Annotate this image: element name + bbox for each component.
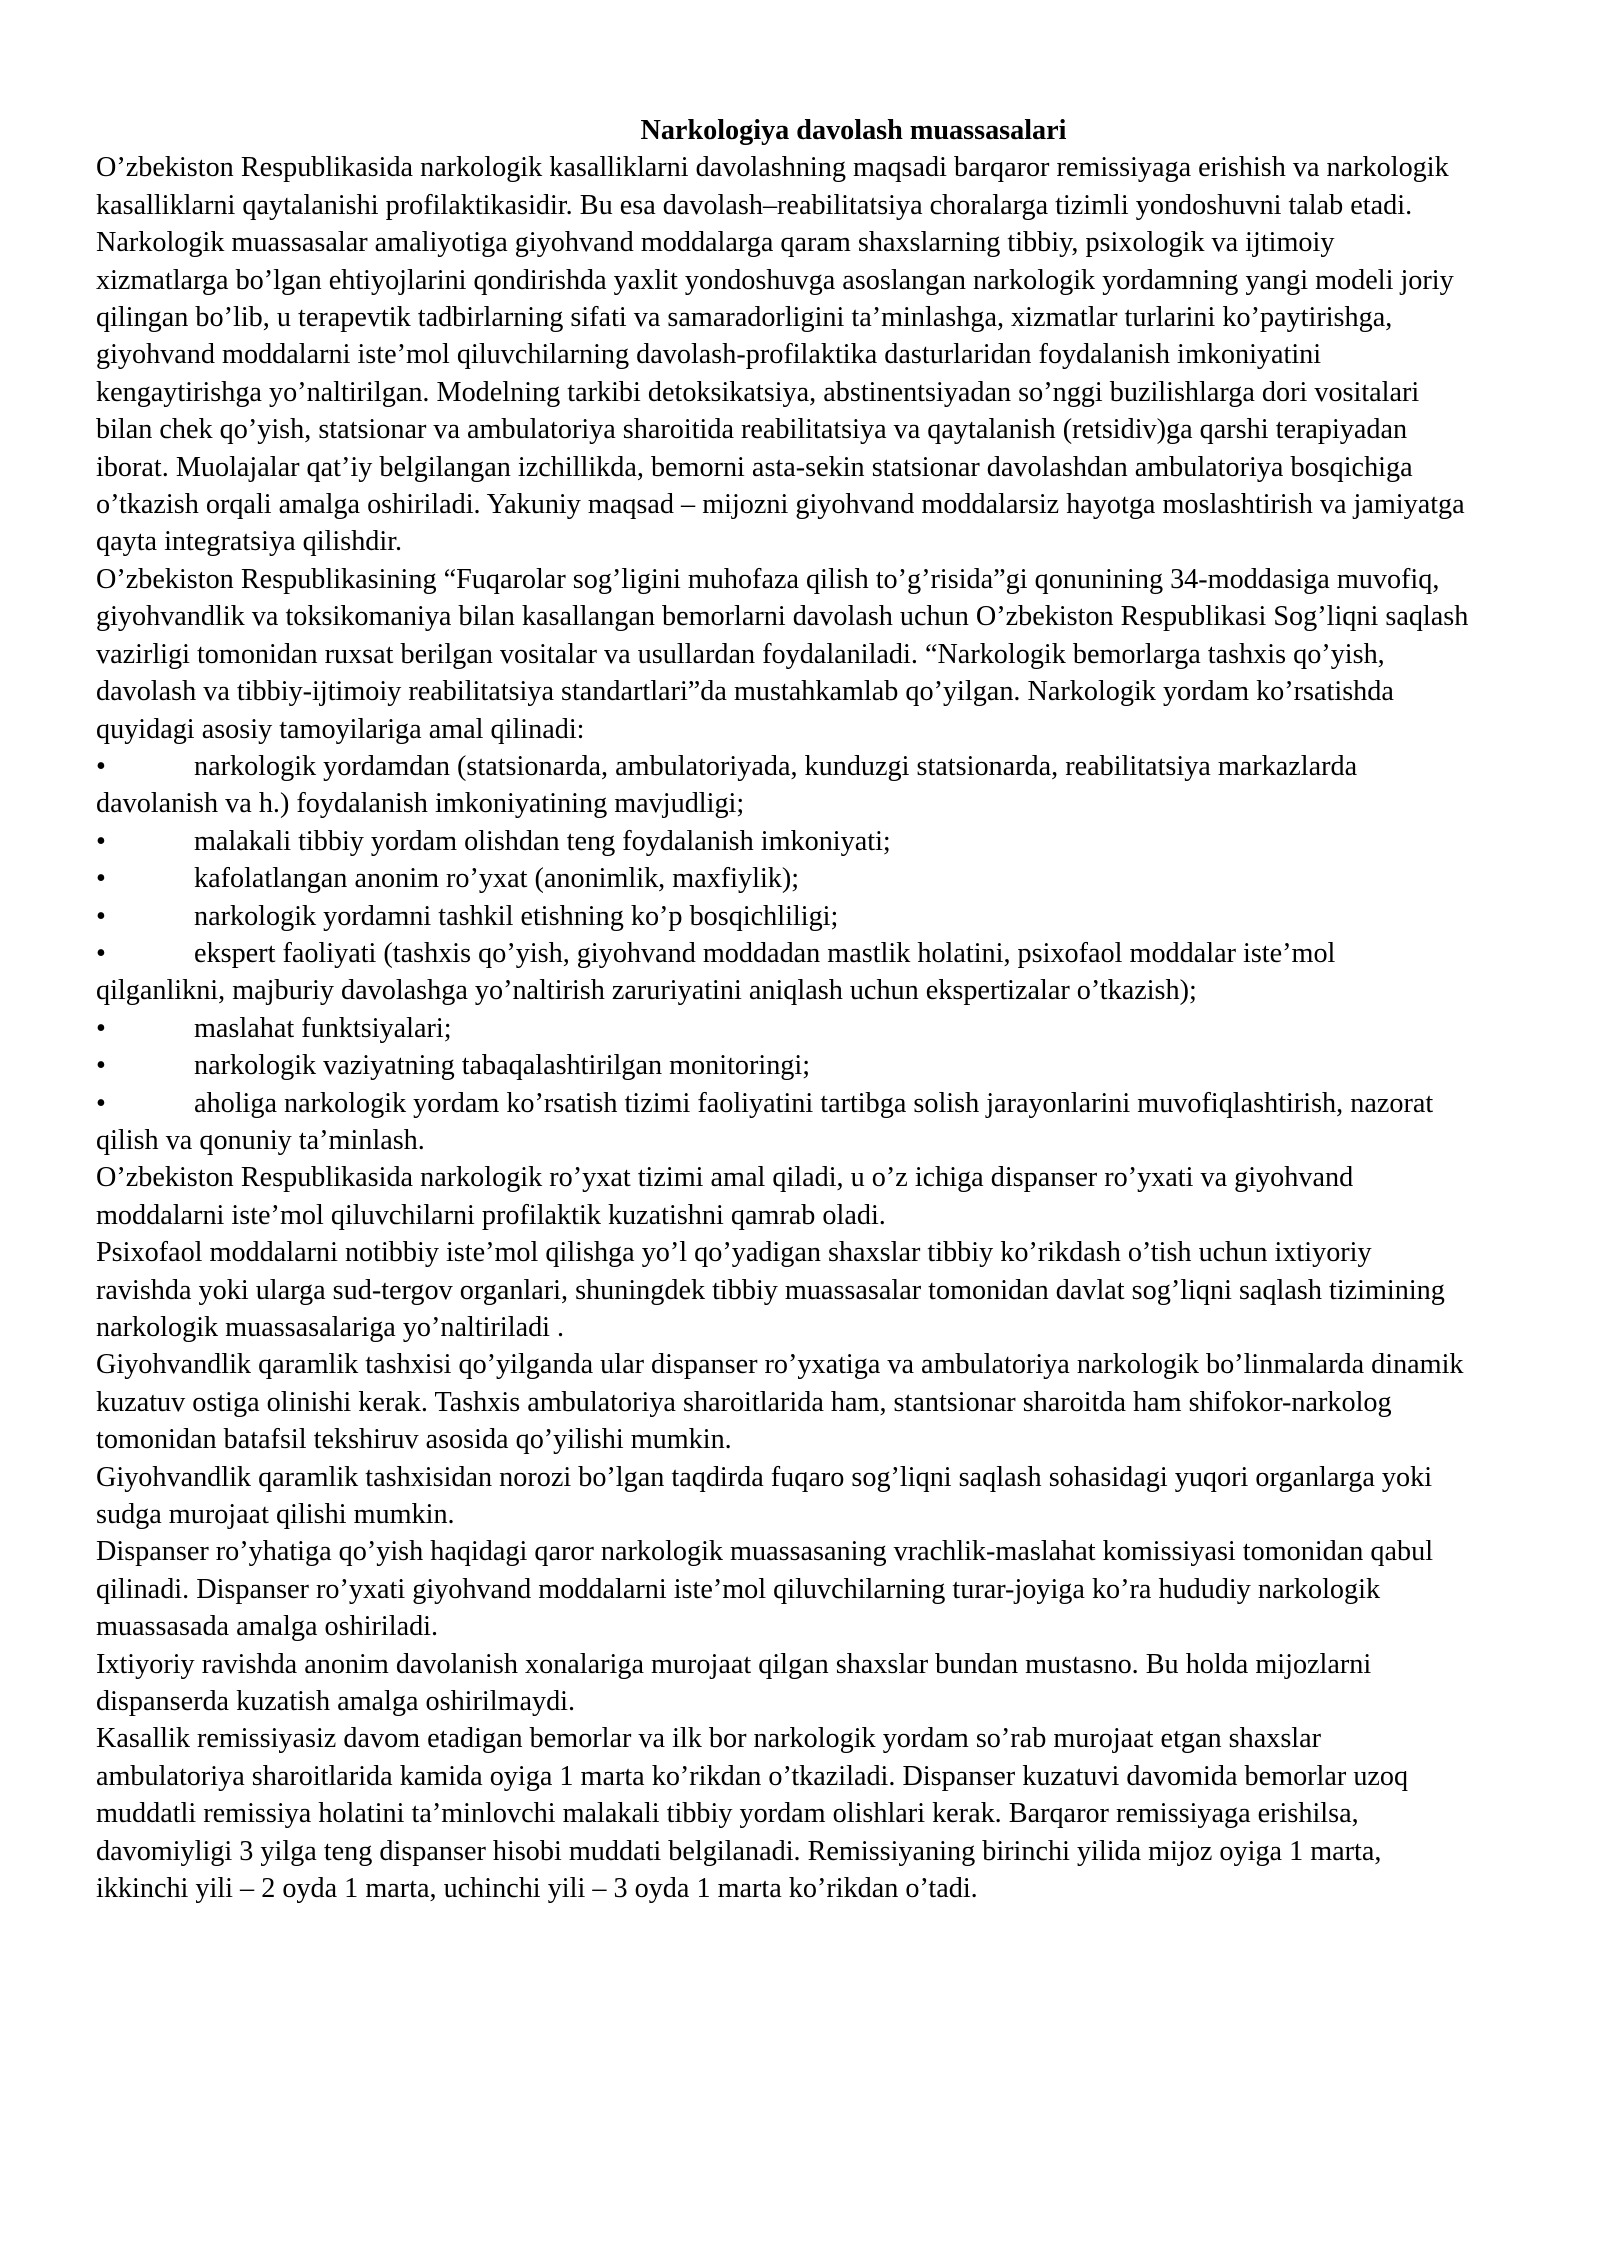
- list-item: [96, 748, 1471, 823]
- bullet-icon: •: [96, 937, 106, 969]
- paragraph-remission: Kasallik remissiyasiz davom etadigan bemorlar va ilk bor narkologik yordam so’rab murojaat etgan shaxslar ambulatoriya sharoitlarida kamida oyiga 1 marta ko’rikdan o’tkaziladi. Dispanser kuzatuvi davomida bemorlar uzoq muddatli remissiya holatini ta’minlovchi malakali tibbiy yordam olishlari kerak. Barqaror remissiyaga erishilsa, davomiyligi 3 yilga teng dispanser hisobi muddati belgilanadi. Remissiyaning birinchi yilida mijoz oyiga 1 marta, ikkinchi yili – 2 oyda 1 marta, uchinchi yili – 3 oyda 1 marta ko’rikdan o’tadi.: [96, 1723, 1409, 1905]
- bullet-icon: •: [96, 1087, 106, 1119]
- list-item: [96, 1010, 1471, 1047]
- list-item-text: aholiga narkologik yordam ko’rsatish tizimi faoliyatini tartibga solish jarayonlarini muvofiqlashtirish, nazorat qilish va qonuniy ta’minlash.: [96, 1087, 1434, 1156]
- paragraph-anonymous: Ixtiyoriy ravishda anonim davolanish xonalariga murojaat qilgan shaxslar bundan mustasno. Bu holda mijozlarni dispanserda kuzatish amalga oshirilmaydi.: [96, 1648, 1372, 1718]
- list-item-text: maslahat funktsiyalari;: [194, 1012, 452, 1044]
- list-item-text: kafolatlangan anonim ro’yxat (anonimlik, maxfiylik);: [194, 863, 800, 895]
- list-item: [96, 1085, 1471, 1160]
- bullet-icon: •: [96, 825, 106, 857]
- paragraph-model: Narkologik muassasalar amaliyotiga giyohvand moddalarga qaram shaxslarning tibbiy, psixologik va ijtimoiy xizmatlarga bo’lgan ehtiyojlarini qondirishda yaxlit yondoshuvga asoslangan narkologik yordamning yangi modeli joriy qilingan bo’lib, u terapevtik tadbirlarning sifati va samaradorligini ta’minlashga, xizmatlar turlarini ko’paytirishga, giyohvand moddalarni iste’mol qiluvchilarning davolash-profilaktika dasturlaridan foydalanish imkoniyatini kengaytirishga yo’naltirilgan. Modelning tarkibi detoksikatsiya, abstinentsiyadan so’nggi buzilishlarga dori vositalari bilan chek qo’yish, statsionar va ambulatoriya sharoitida reabilitatsiya va qaytalanish (retsidiv)ga qarshi terapiyadan iborat. Muolajalar qat’iy belgilangan izchillikda, bemorni asta-sekin statsionar davolashdan ambulatoriya bosqichiga o’tkazish orqali amalga oshiriladi. Yakuniy maqsad – mijozni giyohvand moddalarsiz hayotga moslashtirish va jamiyatga qayta integratsiya qilishdir.: [96, 227, 1465, 558]
- list-item-text: ekspert faoliyati (tashxis qo’yish, giyohvand moddadan mastlik holatini, psixofaol moddalar iste’mol qilganlikni, majburiy davolashga yo’naltirish zaruriyatini aniqlash uchun ekspertizalar o’tkazish);: [96, 937, 1336, 1007]
- bullet-icon: •: [96, 750, 106, 782]
- paragraph-appeal: Giyohvandlik qaramlik tashxisidan norozi bo’lgan taqdirda fuqaro sog’liqni saqlash sohasidagi yuqori organlarga yoki sudga murojaat qilishi mumkin.: [96, 1461, 1433, 1531]
- list-item-text: narkologik yordamni tashkil etishning ko’p bosqichliligi;: [194, 900, 839, 932]
- bullet-icon: •: [96, 863, 106, 895]
- document-title: Narkologiya davolash muassasalari: [640, 115, 1067, 146]
- list-item: [96, 935, 1471, 1010]
- list-item: [96, 1047, 1471, 1084]
- paragraph-diagnosis: Giyohvandlik qaramlik tashxisi qo’yilganda ular dispanser ro’yxatiga va ambulatoriya narkologik bo’linmalarda dinamik kuzatuv ostiga olinishi kerak. Tashxis ambulatoriya sharoitlarida ham, stantsionar sharoitda ham shifokor-narkolog tomonidan batafsil tekshiruv asosida qo’yilishi mumkin.: [96, 1349, 1464, 1456]
- bullet-icon: •: [96, 1012, 106, 1044]
- list-item-text: narkologik yordamdan (statsionarda, ambulatoriyada, kunduzgi statsionarda, reabilitatsiya markazlarda davolanish va h.) foydalanish imkoniyatining mavjudligi;: [96, 750, 1358, 820]
- paragraph-registry: O’zbekiston Respublikasida narkologik ro’yxat tizimi amal qiladi, u o’z ichiga dispanser ro’yxati va giyohvand moddalarni iste’mol qiluvchilarni profilaktik kuzatishni qamrab oladi.: [96, 1162, 1354, 1231]
- list-item: [96, 860, 1471, 897]
- bullet-icon: •: [96, 900, 106, 932]
- paragraph-law: O’zbekiston Respublikasining “Fuqarolar sog’ligini muhofaza qilish to’g’risida”gi qonunining 34-moddasiga muvofiq, giyohvandlik va toksikomaniya bilan kasallangan bemorlarni davolash uchun O’zbekiston Respublikasi Sog’liqni saqlash vazirligi tomonidan ruxsat berilgan vositalar va usullardan foydalaniladi. “Narkologik bemorlarga tashxis qo’yish, davolash va tibbiy-ijtimoiy reabilitatsiya standartlari”da mustahkamlab qo’yilgan. Narkologik yordam ko’rsatishda quyidagi asosiy tamoyilariga amal qilinadi:: [96, 563, 1469, 745]
- paragraph-referral: Psixofaol moddalarni notibbiy iste’mol qilishga yo’l qo’yadigan shaxslar tibbiy ko’rikdash o’tish uchun ixtiyoriy ravishda yoki ularga sud-tergov organlari, shuningdek tibbiy muassasalar tomonidan davlat sog’liqni saqlash tizimining narkologik muassasalariga yo’naltiriladi .: [96, 1237, 1445, 1343]
- paragraph-commission: Dispanser ro’yhatiga qo’yish haqidagi qaror narkologik muassasaning vrachlik-maslahat komissiyasi tomonidan qabul qilinadi. Dispanser ro’yxati giyohvand moddalarni iste’mol qiluvchilarning turar-joyiga ko’ra hududiy narkologik muassasada amalga oshiriladi.: [96, 1536, 1434, 1643]
- document-page: [96, 112, 1471, 1908]
- list-item-text: malakali tibbiy yordam olishdan teng foydalanish imkoniyati;: [194, 825, 891, 857]
- list-item-text: narkologik vaziyatning tabaqalashtirilgan monitoringi;: [194, 1050, 811, 1082]
- principles-list: [96, 748, 1471, 1159]
- bullet-icon: •: [96, 1050, 106, 1082]
- paragraph-intro: O’zbekiston Respublikasida narkologik kasalliklarni davolashning maqsadi barqaror remissiyaga erishish va narkologik kasalliklarni qaytalanishi profilaktikasidir. Bu esa davolash–reabilitatsiya choralarga tizimli yondoshuvni talab etadi.: [96, 152, 1449, 221]
- list-item: [96, 823, 1471, 860]
- list-item: [96, 898, 1471, 935]
